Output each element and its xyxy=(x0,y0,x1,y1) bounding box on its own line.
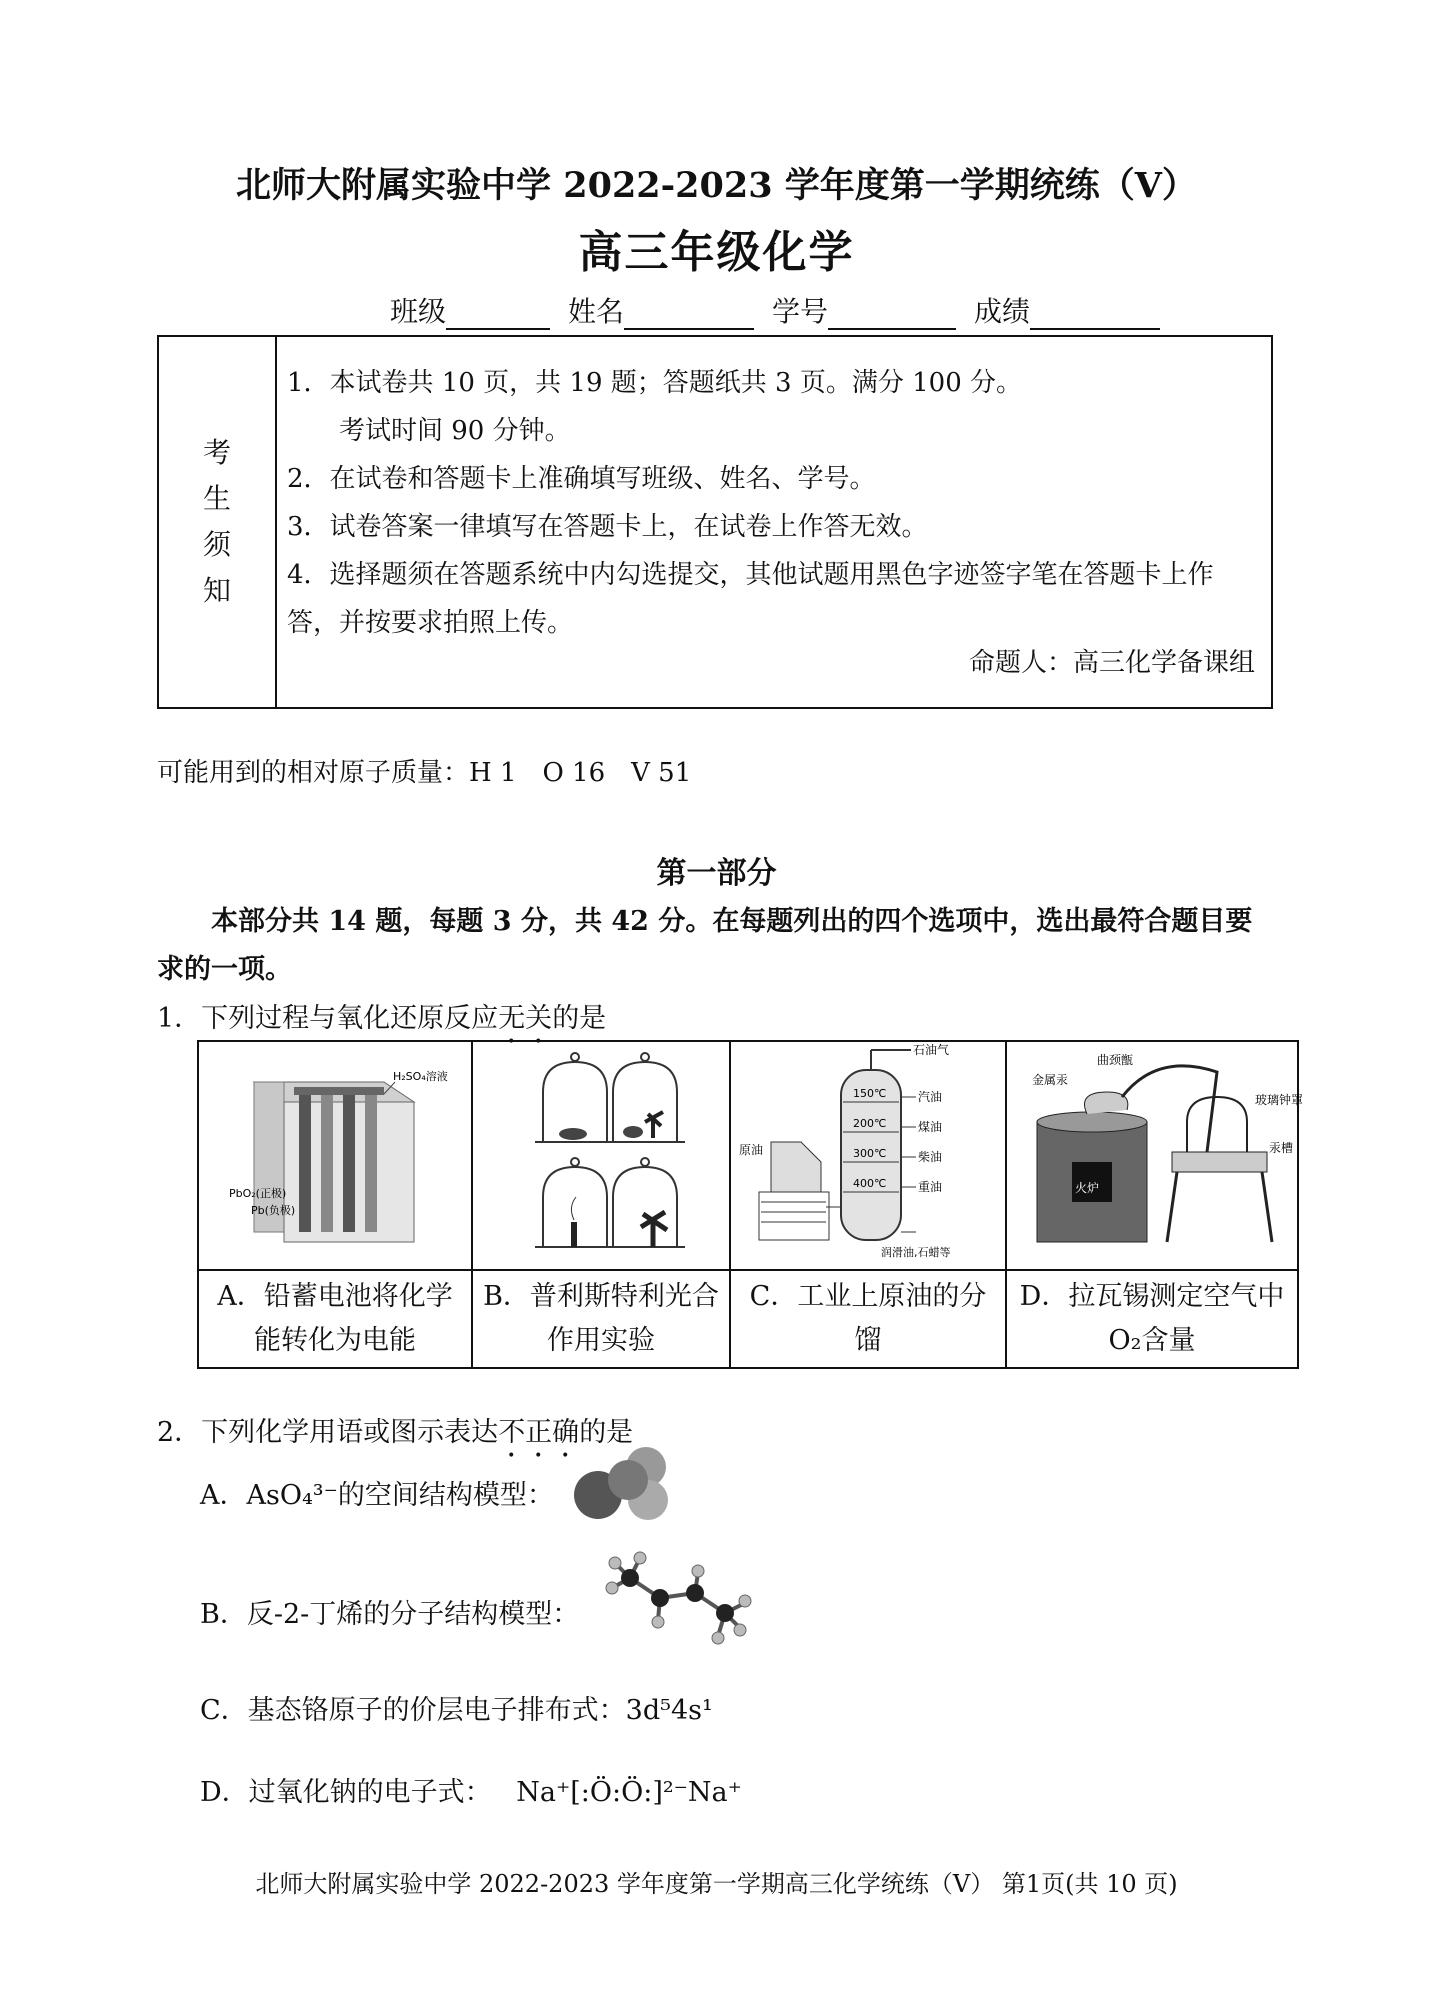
exam-subtitle: 高三年级化学 xyxy=(578,227,855,278)
notice-item: 考试时间 90 分钟。 xyxy=(339,416,571,446)
side-char: 须 xyxy=(202,528,231,561)
label-bell-jar: 玻璃钟罩 xyxy=(1255,1093,1304,1107)
q2-option-a xyxy=(200,1473,554,1512)
figure-priestley xyxy=(472,1041,730,1270)
notice-item: 3．试卷答案一律填写在答题卡上，在试卷上作答无效。 xyxy=(287,512,928,542)
q2-option-d xyxy=(200,1770,742,1809)
class-blank xyxy=(446,304,550,330)
label-trough: 汞槽 xyxy=(1269,1141,1294,1155)
score-blank xyxy=(1030,304,1160,330)
label-pb: Pb(负极) xyxy=(251,1204,296,1217)
question-1-options-table xyxy=(197,1040,1304,1369)
q2-option-b xyxy=(200,1592,579,1631)
part-intro: 本部分共 14 题，每题 3 分，共 42 分。在每题列出的四个选项中，选出最符合题目要求的一项。 xyxy=(157,906,1253,985)
field-label-class: 班级 xyxy=(390,295,447,328)
side-char: 考 xyxy=(202,436,231,469)
id-blank xyxy=(828,304,956,330)
label-gas: 石油气 xyxy=(913,1043,950,1057)
field-label-name: 姓名 xyxy=(568,295,625,328)
notice-body xyxy=(287,359,1255,647)
question-2-stem xyxy=(157,1410,633,1464)
q1-option-d: D．拉瓦锡测定空气中O₂含量 xyxy=(1006,1270,1298,1368)
label-furnace: 火炉 xyxy=(1075,1181,1100,1195)
label-product: 汽油 xyxy=(918,1090,943,1104)
ball-stick-model-icon xyxy=(600,1548,750,1658)
notice-item: 1．本试卷共 10 页，共 19 题；答题纸共 3 页。满分 100 分。 xyxy=(287,368,1022,398)
lavoisier-apparatus-icon xyxy=(1007,1042,1304,1265)
q2-option-a-text: A．AsO₄³⁻的空间结构模型： xyxy=(200,1480,554,1511)
notice-side-label xyxy=(159,337,277,707)
label-mercury: 金属汞 xyxy=(1032,1073,1069,1087)
figure-lavoisier xyxy=(1006,1041,1304,1270)
label-retort: 曲颈甑 xyxy=(1097,1053,1134,1067)
q1-emphasis: 无关 xyxy=(498,1003,553,1034)
atomic-mass-line: 可能用到的相对原子质量：H 1 O 16 V 51 xyxy=(157,758,692,788)
notice-item: 4．选择题须在答题系统中内勾选提交，其他试题用黑色字迹签字笔在答题卡上作答，并按要求拍照上传。 xyxy=(287,560,1214,638)
field-label-score: 成绩 xyxy=(974,295,1031,328)
q2-stem-text: 2．下列化学用语或图示表达 xyxy=(157,1417,499,1448)
sodium-peroxide-formula: Na⁺[:Ö:Ö:]²⁻Na⁺ xyxy=(516,1777,742,1808)
lead-battery-icon xyxy=(199,1042,471,1265)
label-temp: 150℃ xyxy=(853,1087,887,1100)
figure-lead-battery xyxy=(198,1041,472,1270)
page-footer: 北师大附属实验中学 2022-2023 学年度第一学期高三化学统练（V） 第1页(共 10 页) xyxy=(255,1870,1178,1898)
label-temp: 200℃ xyxy=(853,1117,887,1130)
q2-stem-suffix: 的是 xyxy=(579,1417,634,1448)
figure-distillation xyxy=(730,1041,1006,1270)
q2-option-c: C．基态铬原子的价层电子排布式：3d⁵4s¹ xyxy=(200,1695,713,1726)
label-residue: 润滑油,石蜡等 xyxy=(881,1246,951,1259)
field-label-id: 学号 xyxy=(772,295,829,328)
exam-title: 北师大附属实验中学 2022-2023 学年度第一学期统练（V） xyxy=(236,165,1197,206)
q1-option-a: A．铅蓄电池将化学能转化为电能 xyxy=(198,1270,472,1368)
q1-option-b: B．普利斯特利光合作用实验 xyxy=(472,1270,730,1368)
notice-item: 2．在试卷和答题卡上准确填写班级、姓名、学号。 xyxy=(287,464,876,494)
distillation-column-icon xyxy=(731,1042,1005,1265)
label-product: 柴油 xyxy=(918,1150,943,1164)
notice-author: 命题人：高三化学备课组 xyxy=(968,648,1255,678)
label-temp: 300℃ xyxy=(853,1147,887,1160)
label-pbo2: PbO₂(正极) xyxy=(229,1187,287,1200)
q1-stem-text: 1．下列过程与氧化还原反应 xyxy=(157,1003,499,1034)
side-char: 知 xyxy=(202,574,231,607)
space-filling-model-icon xyxy=(568,1445,678,1525)
q2-option-b-text: B．反-2-丁烯的分子结构模型： xyxy=(200,1599,580,1630)
q1-option-c: C．工业上原油的分馏 xyxy=(730,1270,1006,1368)
student-info-line xyxy=(390,290,1178,330)
exam-notice-box xyxy=(157,335,1273,709)
label-product: 重油 xyxy=(918,1180,943,1194)
label-crude: 原油 xyxy=(739,1143,764,1157)
label-h2so4: H₂SO₄溶液 xyxy=(393,1070,448,1083)
q1-stem-suffix: 的是 xyxy=(552,1003,607,1034)
label-product: 煤油 xyxy=(918,1120,943,1134)
q2-option-d-text: D．过氧化钠的电子式： xyxy=(200,1777,492,1808)
name-blank xyxy=(624,304,754,330)
q2-emphasis: 不正确 xyxy=(498,1417,580,1448)
part-title: 第一部分 xyxy=(656,856,777,891)
bell-jars-icon xyxy=(473,1042,729,1265)
side-char: 生 xyxy=(202,482,231,515)
label-temp: 400℃ xyxy=(853,1177,887,1190)
